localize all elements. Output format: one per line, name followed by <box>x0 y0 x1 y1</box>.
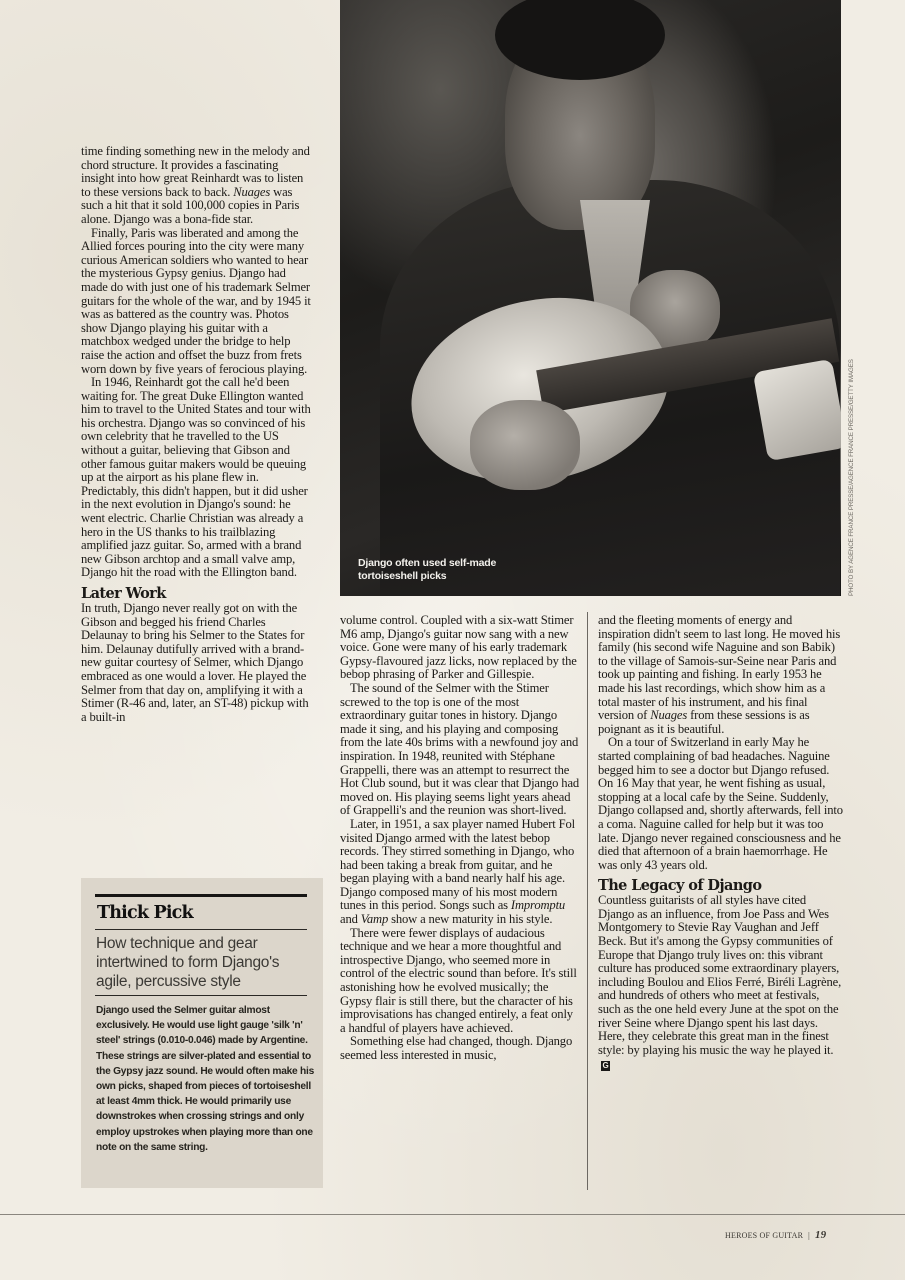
photo-guitar-headstock-shape <box>753 359 841 462</box>
boxout-thick-pick <box>81 878 323 1188</box>
paragraph: volume control. Coupled with a six-watt Stimer M6 amp, Django's guitar now sang with a new voice. Gone were many of his early trademark Gypsy-flavoured jazz licks, now replaced by the bebop phrasing of Parker and Gillespie. <box>340 613 577 682</box>
page-folio <box>725 1229 826 1241</box>
column-divider <box>587 612 588 1190</box>
song-title: Vamp <box>360 912 389 927</box>
text-run: was such a hit that it sold 100,000 copies in Paris alone. Django was a bona-fide star. <box>81 184 300 226</box>
boxout-body: Django used the Selmer guitar almost exclusively. He would use light gauge 'silk 'n' steel' strings (0.010-0.046) made by Argentine. These strings are silver-plated and essential to the Gypsy jazz sound. He would often make his own picks, shaped from pieces of tortoiseshell at least 4mm thick. He would primarily use downstrokes when crossing strings and only employ upstrokes when playing more than one note on the same string. <box>96 1005 315 1153</box>
footer-rule <box>0 1214 905 1215</box>
text-run: from these sessions is as poignant as it is beautiful. <box>598 708 810 736</box>
boxout-title: Thick Pick <box>97 903 193 923</box>
column-1 <box>81 145 314 724</box>
text-run: and the fleeting moments of energy and inspiration didn't seem to last long. He moved his family (his second wife Naguine and son Babik) to the village of Samois-sur-Seine near Paris and took up painting and fishing. In early 1953 he made his last recordings, which show him as a total master of his instrument, and his final version of <box>598 613 841 723</box>
photo-caption <box>358 557 496 582</box>
column-3 <box>598 614 844 1071</box>
paragraph <box>598 894 844 1071</box>
paragraph: On a tour of Switzerland in early May he started complaining of bad headaches. Naguine begged him to see a doctor but Django refused. On 16 May that year, he went fishing as usual, stopping at a local cafe by the Seine. Suddenly, Django collapsed and, shortly afterwards, fell into a coma. Naguine called for help but it was too late. Django never regained consciousness and he died that afternoon of a brain haemorrhage. He was only 43 years old. <box>598 735 843 872</box>
paragraph <box>81 145 314 227</box>
django-photo <box>340 0 841 596</box>
caption-line: tortoiseshell picks <box>358 569 447 582</box>
paragraph: In truth, Django never really got on with the Gibson and begged his friend Charles Delaunay to bring his Selmer to the States for him. Delaunay dutifully arrived with a brand-new guitar courtesy of Selmer, which Django embraced as one would a lover. He played the Selmer from that day on, amplifying it with a Stimer (R-46 and, later, an ST-48) pickup with a built-in <box>81 601 309 724</box>
photo-credit: PHOTO BY AGENCE FRANCE PRESSE/AGENCE FRANCE PRESSE/GETTY IMAGES <box>848 359 855 596</box>
section-heading: Later Work <box>81 585 166 602</box>
publication-name: HEROES OF GUITAR <box>725 1231 804 1240</box>
paragraph <box>598 614 844 736</box>
photo-fretting-hand-shape <box>470 400 580 490</box>
divider <box>95 894 307 897</box>
paragraph: There were fewer displays of audacious technique and we hear a more thoughtful and introspective Django, who seemed more in control of the electric sound than before. It's still astonishing how he evolved musically; the Gypsy flair is still there, but the character of his improvisations has changed entirely, a feat only a handful of players have achieved. <box>340 925 577 1035</box>
column-2 <box>340 614 580 1063</box>
song-title: Impromptu <box>510 898 566 913</box>
text-run: Countless guitarists of all styles have cited Django as an influence, from Joe Pass and Wes Montgomery to Stevie Ray Vaughan and Jeff Beck. But it's among the Gypsy communities of Europe that Django truly lives on: this vibrant culture has produced some extraordinary players, including Boulou and Elios Ferré, Biréli Lagrène, and hundreds of others who meet at festivals, such as the one held every June at the spot on the river Seine where Django spent his last days. Here, they celebrate this great man in the finest style: by playing his music the way he played it. <box>598 893 842 1057</box>
end-mark-icon: G <box>602 1061 609 1071</box>
song-title: Nuages <box>233 184 271 199</box>
folio-separator: | <box>808 1231 810 1240</box>
paragraph: The sound of the Selmer with the Stimer screwed to the top is one of the most extraordinary guitar tones in history. Django made it sing, and his playing and composing from the late 40s brims with a newfound joy and inspiration. In 1948, reunited with Stéphane Grappelli, there was an attempt to resurrect the Hot Club sound, but it was clear that Django had moved on. His playing seems light years ahead of Grappelli's and the reunion was short-lived. <box>340 680 580 818</box>
section-heading: The Legacy of Django <box>598 877 762 895</box>
paragraph <box>340 818 580 927</box>
text-run: show a new maturity in his style. <box>388 912 553 927</box>
divider <box>95 929 307 930</box>
boxout-standfirst: How technique and gear intertwined to form Django's agile, percussive style <box>96 935 280 990</box>
paragraph: In 1946, Reinhardt got the call he'd been waiting for. The great Duke Ellington wanted him to travel to the United States and tour with his orchestra. Django was so convinced of his own celebrity that he travelled to the US without a guitar, believing that Gibson and other famous guitar makers would be queuing up at the airport as his plane flew in. Predictably, this didn't happen, but it did usher in the next evolution in Django's sound: he went electric. Charlie Christian was already a hero in the US thanks to his trailblazing amplified jazz guitar. So, armed with a brand new Gibson archtop and a small valve amp, Django hit the road with the Ellington band. <box>81 375 311 580</box>
paragraph: Finally, Paris was liberated and among the Allied forces pouring into the city were many curious American soldiers who wanted to hear the mysterious Gypsy genius. Django had made do with just one of his trademark Selmer guitars for the whole of the war, and by 1945 it was as battered as the country was. Photos show Django playing his guitar with a matchbox wedged under the bridge to help raise the action and offset the buzz from frets worn down by five years of ferocious playing. <box>81 225 311 376</box>
text-run: and <box>340 912 361 927</box>
text-run: Later, in 1951, a sax player named Hubert Fol visited Django armed with the latest bebop records. They stirred something in Django, who had been taking a break from guitar, and he began playing with a band nearly half his age. Django composed many of his most modern tunes in this period. Songs such as <box>340 816 575 913</box>
divider <box>95 995 307 996</box>
page-number: 19 <box>814 1229 827 1241</box>
paragraph: Something else had changed, though. Django seemed less interested in music, <box>340 1034 573 1062</box>
song-title: Nuages <box>650 708 688 723</box>
caption-line: Django often used self-made <box>358 557 497 569</box>
text-run: time finding something new in the melody and chord structure. It provides a fascinating insight into how great Reinhardt was to listen to these versions back to back. <box>81 144 310 199</box>
